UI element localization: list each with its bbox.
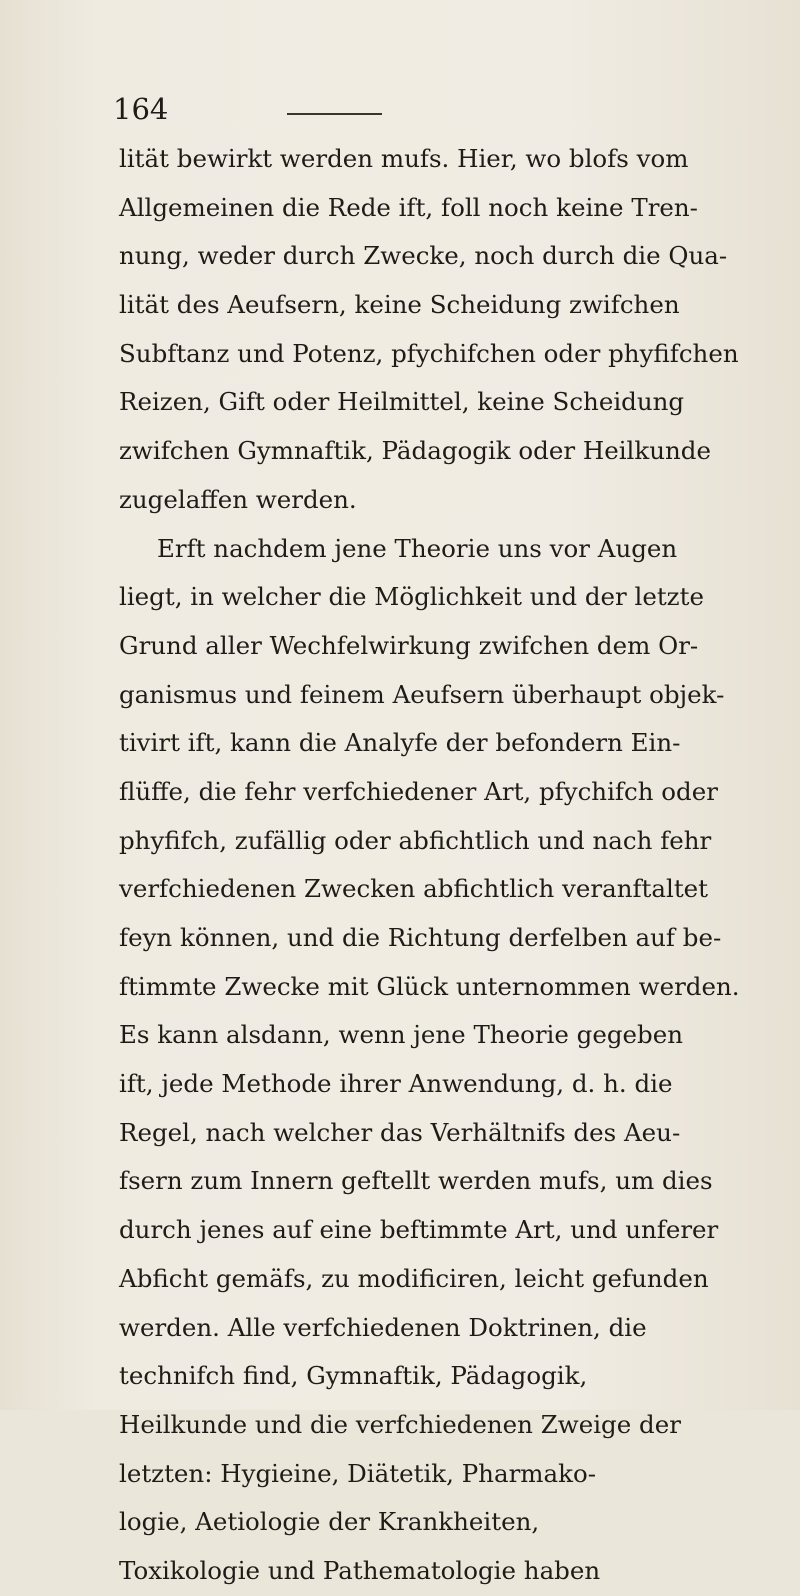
text-line: tivirt ift, kann die Analyfe der befondern Ein- <box>119 728 681 758</box>
text-line: logie, Aetiologie der Krankheiten, <box>119 1507 540 1537</box>
text-line: Grund aller Wechfelwirkung zwifchen dem Or- <box>119 630 699 660</box>
text-line: durch jenes auf eine beftimmte Art, und unferer <box>119 1215 719 1245</box>
text-line: lität des Aeufsern, keine Scheidung zwifchen <box>119 290 680 320</box>
text-line: Toxikologie und Pathematologie haben <box>119 1555 601 1585</box>
text-line: Es kann alsdann, wenn jene Theorie gegeben <box>119 1020 683 1050</box>
text-line: ftimmte Zwecke mit Glück unternommen werden. <box>119 971 740 1001</box>
text-line: flüffe, die fehr verfchiedener Art, pfychifch oder <box>119 776 718 806</box>
paragraph-start-line: Erft nachdem jene Theorie uns vor Augen <box>157 533 678 563</box>
text-line: Regel, nach welcher das Verhältnifs des Aeu- <box>119 1117 681 1147</box>
text-line: Allgemeinen die Rede ift, foll noch keine Tren- <box>119 192 698 222</box>
text-line: zugelaffen werden. <box>119 484 357 514</box>
text-line: liegt, in welcher die Möglichkeit und der letzte <box>119 582 704 612</box>
text-line: fsern zum Innern geftellt werden mufs, um dies <box>119 1166 713 1196</box>
text-line: Reizen, Gift oder Heilmittel, keine Scheidung <box>119 387 685 417</box>
text-line: Subftanz und Potenz, pfychifchen oder phyfifchen <box>119 338 739 368</box>
text-line: technifch find, Gymnaftik, Pädagogik, <box>119 1361 588 1391</box>
header-rule <box>287 113 382 115</box>
text-line: lität bewirkt werden mufs. Hier, wo blofs vom <box>119 144 689 173</box>
text-line: ganismus und feinem Aeufsern überhaupt objek- <box>119 679 725 709</box>
text-line: zwifchen Gymnaftik, Pädagogik oder Heilkunde <box>119 436 711 466</box>
text-line: verfchiedenen Zwecken abfichtlich veranftaltet <box>119 874 709 904</box>
text-line: werden. Alle verfchiedenen Doktrinen, die <box>119 1312 647 1342</box>
text-line: Abficht gemäfs, zu modificiren, leicht gefunden <box>119 1263 709 1293</box>
text-line: ift, jede Methode ihrer Anwendung, d. h. die <box>119 1069 673 1099</box>
text-line: nung, weder durch Zwecke, noch durch die Qua- <box>119 241 728 271</box>
page-number: 164 <box>113 92 169 126</box>
text-line: letzten: Hygieine, Diätetik, Pharmako- <box>119 1458 596 1488</box>
body-text <box>119 135 769 1596</box>
text-line: feyn können, und die Richtung derfelben auf be- <box>119 923 722 952</box>
text-line: phyfifch, zufällig oder abfichtlich und nach fehr <box>119 825 712 855</box>
text-line: Heilkunde und die verfchiedenen Zweige der <box>119 1409 681 1439</box>
